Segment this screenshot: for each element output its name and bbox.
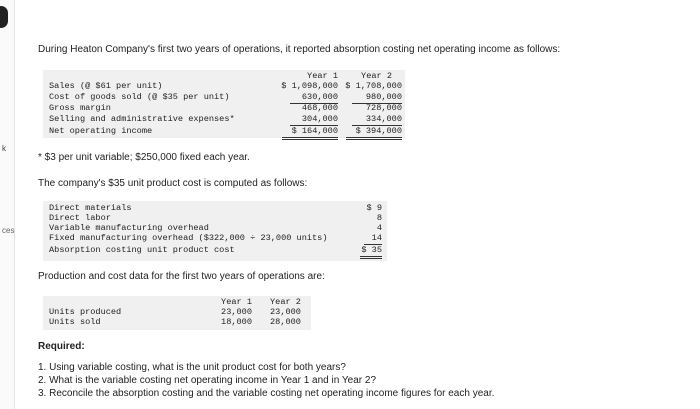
unit-cost-label: Direct materials bbox=[49, 203, 132, 213]
production-row-y1: 18,000 bbox=[221, 317, 252, 327]
income-row-y2: 980,000 bbox=[352, 92, 402, 104]
production-row-label: Units sold bbox=[49, 317, 101, 327]
income-row-y2: $ 1,708,000 bbox=[345, 81, 402, 91]
required-item: 2. What is the variable costing net operating income in Year 1 and in Year 2? bbox=[38, 375, 377, 386]
income-row-y1: 630,000 bbox=[290, 92, 338, 104]
production-row-label: Units produced bbox=[49, 307, 122, 317]
required-heading: Required: bbox=[38, 341, 85, 352]
income-row-y1: $ 1,098,000 bbox=[281, 81, 338, 91]
unit-cost-value: 14 bbox=[364, 233, 382, 245]
income-row-label: Sales (@ $61 per unit) bbox=[49, 81, 163, 91]
production-row-y2: 23,000 bbox=[270, 307, 301, 317]
unit-cost-value: $ 9 bbox=[366, 203, 382, 213]
sidebar-toggle[interactable] bbox=[0, 6, 8, 28]
unit-cost-label: Absorption costing unit product cost bbox=[49, 245, 235, 255]
required-item: 1. Using variable costing, what is the unit product cost for both years? bbox=[38, 362, 346, 373]
production-row-y2: 28,000 bbox=[270, 317, 301, 327]
income-row-label: Gross margin bbox=[49, 103, 111, 113]
production-col-year1: Year 1 bbox=[221, 297, 252, 307]
sidebar-label: ces bbox=[2, 226, 15, 235]
intro-text: During Heaton Company's first two years of operations, it reported absorption costing net operating income as follows: bbox=[38, 44, 561, 55]
income-row-y2: 334,000 bbox=[352, 114, 402, 126]
sidebar-edge bbox=[0, 0, 15, 409]
footnote: * $3 per unit variable; $250,000 fixed each year. bbox=[38, 152, 250, 163]
unit-cost-label: Variable manufacturing overhead bbox=[49, 223, 209, 233]
required-item: 3. Reconcile the absorption costing and the variable costing net operating income figures for each year. bbox=[38, 388, 495, 399]
sidebar-mark: k bbox=[2, 144, 6, 153]
unit-cost-label: Fixed manufacturing overhead ($322,000 ÷ 23,000 units) bbox=[49, 233, 328, 243]
income-row-y1: $ 164,000 bbox=[282, 126, 338, 140]
income-row-y1: 468,000 bbox=[301, 103, 338, 113]
unit-cost-intro: The company's $35 unit product cost is computed as follows: bbox=[38, 178, 308, 189]
income-row-label: Cost of goods sold (@ $35 per unit) bbox=[49, 92, 230, 102]
income-row-y1: 304,000 bbox=[290, 114, 338, 126]
production-row-y1: 23,000 bbox=[221, 307, 252, 317]
income-col-year2: Year 2 bbox=[361, 71, 392, 81]
income-row-label: Selling and administrative expenses* bbox=[49, 114, 235, 124]
income-row-y2: 728,000 bbox=[365, 103, 402, 113]
unit-cost-value: 8 bbox=[376, 213, 382, 223]
unit-cost-label: Direct labor bbox=[49, 213, 111, 223]
production-intro: Production and cost data for the first two years of operations are: bbox=[38, 271, 325, 282]
income-col-year1: Year 1 bbox=[307, 71, 338, 81]
income-row-label: Net operating income bbox=[49, 126, 153, 136]
unit-cost-value: $ 35 bbox=[360, 245, 382, 259]
unit-cost-value: 4 bbox=[376, 223, 382, 233]
income-row-y2: $ 394,000 bbox=[346, 126, 402, 140]
production-col-year2: Year 2 bbox=[270, 297, 301, 307]
